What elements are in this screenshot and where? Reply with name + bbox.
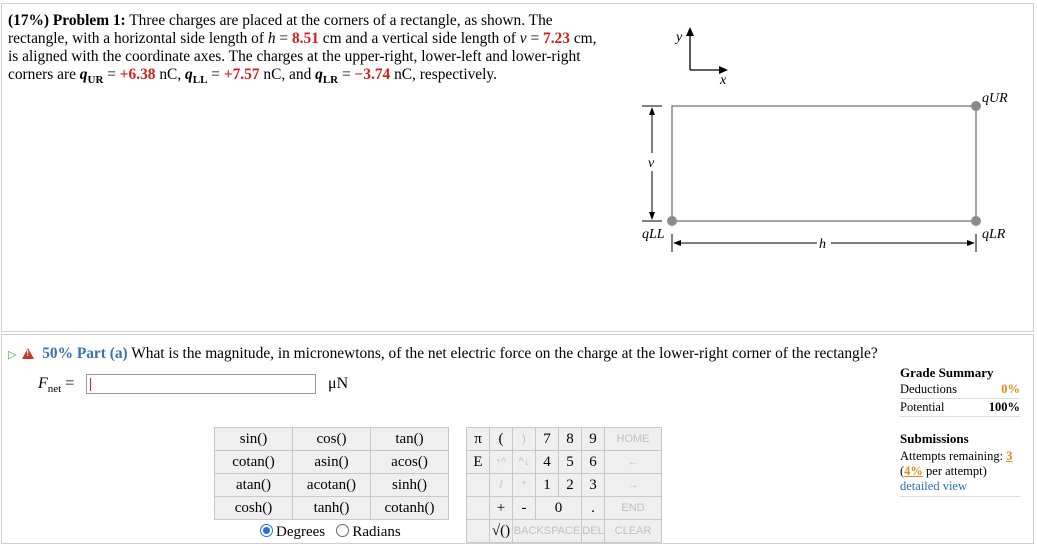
problem-text-1: Three charges are placed at the corners of a rectangle, as shown. The rectangle, with a horizontal side length of <box>8 12 553 47</box>
y-axis-arrow <box>686 27 694 36</box>
digit-3-button[interactable]: 3 <box>582 474 605 497</box>
unit-1: nC, <box>159 66 182 83</box>
qll-symbol: $q_{LL}$ <box>185 66 208 87</box>
pi-button[interactable]: π <box>467 428 490 451</box>
answer-unit: μN <box>328 375 349 392</box>
radians-radio[interactable]: Radians <box>336 524 400 540</box>
digit-9-button[interactable]: 9 <box>582 428 605 451</box>
x-axis-label: x <box>720 73 727 88</box>
potential-label: Potential <box>900 400 945 414</box>
grade-summary-title: Grade Summary <box>900 365 994 380</box>
minus-button[interactable]: - <box>513 497 536 520</box>
qur-symbol: $q_{UR}$ <box>79 66 104 87</box>
superscript-down-button[interactable]: ^↓ <box>513 451 536 474</box>
part-percent: 50% Part (a) <box>42 345 128 362</box>
rectangle-diagram <box>634 24 1014 264</box>
divide-button[interactable]: / <box>490 474 513 497</box>
superscript-up-button[interactable]: ↑^ <box>490 451 513 474</box>
v-arrow-down <box>649 212 655 220</box>
angle-mode-group <box>260 524 401 541</box>
attempts-remaining: 3 <box>1006 449 1013 463</box>
part-question: What is the magnitude, in micronewtons, of the net electric force on the charge at the lower-right corner of the rectangle? <box>131 345 878 362</box>
text-caret <box>90 378 91 391</box>
per-attempt-line: (4% per attempt) <box>900 464 987 478</box>
acotan-button[interactable]: acotan() <box>293 474 371 497</box>
deductions-label: Deductions <box>900 382 957 396</box>
v-value: 7.23 <box>543 30 570 47</box>
problem-panel <box>1 3 1034 332</box>
digit-2-button[interactable]: 2 <box>559 474 582 497</box>
v-dim-label: v <box>648 156 655 171</box>
cursor-right-button[interactable]: → <box>605 474 662 497</box>
h-dim-label: h <box>819 237 826 252</box>
h-arrow-left <box>673 240 681 246</box>
charge-lr <box>971 216 981 226</box>
asin-button[interactable]: asin() <box>293 451 371 474</box>
sqrt-button[interactable]: √() <box>490 520 513 543</box>
deductions-value: 0% <box>1001 382 1020 396</box>
cursor-left-button[interactable]: ← <box>605 451 662 474</box>
warning-icon: ! <box>22 348 34 359</box>
end-button[interactable]: END <box>605 497 662 520</box>
cos-button[interactable]: cos() <box>293 428 371 451</box>
right-paren-button[interactable]: ) <box>513 428 536 451</box>
per-attempt-value: 4% <box>904 464 923 478</box>
submissions-title: Submissions <box>900 431 969 446</box>
tan-button[interactable]: tan() <box>371 428 449 451</box>
qll-value: +7.57 <box>223 66 260 83</box>
fnet-label: $F_{net}$ = <box>38 375 75 396</box>
cotanh-button[interactable]: cotanh() <box>371 497 449 520</box>
charge-ur <box>971 101 981 111</box>
answer-input[interactable] <box>86 374 316 394</box>
del-button[interactable]: DEL <box>582 520 605 543</box>
y-axis-label: y <box>676 30 683 45</box>
part-a-panel <box>1 334 1034 544</box>
home-button[interactable]: HOME <box>605 428 662 451</box>
charge-ll <box>667 216 677 226</box>
radians-radio-icon <box>336 524 349 537</box>
digit-0-button[interactable]: 0 <box>536 497 582 520</box>
degrees-radio[interactable]: Degrees <box>260 524 325 540</box>
unit-3: nC, respectively. <box>394 66 497 83</box>
charge-ur-label: qUR <box>982 91 1008 106</box>
blank-key-2 <box>467 497 490 520</box>
plus-button[interactable]: + <box>490 497 513 520</box>
h-arrow-right <box>967 240 975 246</box>
blank-key <box>467 474 490 497</box>
unit-2: nC, and <box>263 66 312 83</box>
digit-8-button[interactable]: 8 <box>559 428 582 451</box>
qlr-value: −3.74 <box>354 66 391 83</box>
exp-button[interactable]: E <box>467 451 490 474</box>
problem-header: (17%) Problem 1: <box>8 12 126 29</box>
play-icon[interactable]: ▷ <box>8 349 17 361</box>
digit-7-button[interactable]: 7 <box>536 428 559 451</box>
multiply-button[interactable]: * <box>513 474 536 497</box>
problem-statement: (17%) Problem 1: Three charges are placed at the corners of a rectangle, as shown. The rectangle, with a horizontal side length of h = 8.51 cm and a vertical side length of v = 7.23 cm, is aligned with the coordinate axes. The charges at the upper-right, lower-left and lower-right corners are $q_{UR} = +6.38$ nC, $q_{LL} = +7.57$ nC, and $q_{LR} = -3.74$ nC, respectively. <box>8 12 597 87</box>
problem-text-3: cm, is aligned with the coordinate axes. The charges at the upper-right, lower-left and lower-right corners are <box>8 30 597 83</box>
potential-value: 100% <box>988 400 1020 414</box>
decimal-button[interactable]: . <box>582 497 605 520</box>
charge-lr-label: qLR <box>982 227 1006 242</box>
acos-button[interactable]: acos() <box>371 451 449 474</box>
detailed-view-link[interactable]: detailed view <box>900 479 1020 497</box>
sin-button[interactable]: sin() <box>215 428 293 451</box>
tanh-button[interactable]: tanh() <box>293 497 371 520</box>
sinh-button[interactable]: sinh() <box>371 474 449 497</box>
rectangle <box>672 106 976 221</box>
digit-6-button[interactable]: 6 <box>582 451 605 474</box>
degrees-radio-icon <box>260 524 273 537</box>
grade-summary <box>900 365 1020 417</box>
part-a-header <box>8 345 878 363</box>
digit-4-button[interactable]: 4 <box>536 451 559 474</box>
atan-button[interactable]: atan() <box>215 474 293 497</box>
digit-1-button[interactable]: 1 <box>536 474 559 497</box>
attempts-line: Attempts remaining: 3 <box>900 449 1013 463</box>
qur-value: +6.38 <box>119 66 156 83</box>
submissions-panel <box>900 431 1020 497</box>
backspace-button[interactable]: BACKSPACE <box>513 520 582 543</box>
v-variable: v <box>519 30 527 47</box>
problem-text-2: cm and a vertical side length of <box>322 30 516 47</box>
cosh-button[interactable]: cosh() <box>215 497 293 520</box>
v-arrow-up <box>649 107 655 115</box>
digit-5-button[interactable]: 5 <box>559 451 582 474</box>
clear-button[interactable]: CLEAR <box>605 520 662 543</box>
h-variable: h <box>267 30 276 47</box>
qlr-symbol: $q_{LR}$ <box>315 66 339 87</box>
h-value: 8.51 <box>291 30 319 47</box>
cotan-button[interactable]: cotan() <box>215 451 293 474</box>
blank-key-3 <box>467 520 490 543</box>
left-paren-button[interactable]: ( <box>490 428 513 451</box>
charge-ll-label: qLL <box>642 227 665 242</box>
